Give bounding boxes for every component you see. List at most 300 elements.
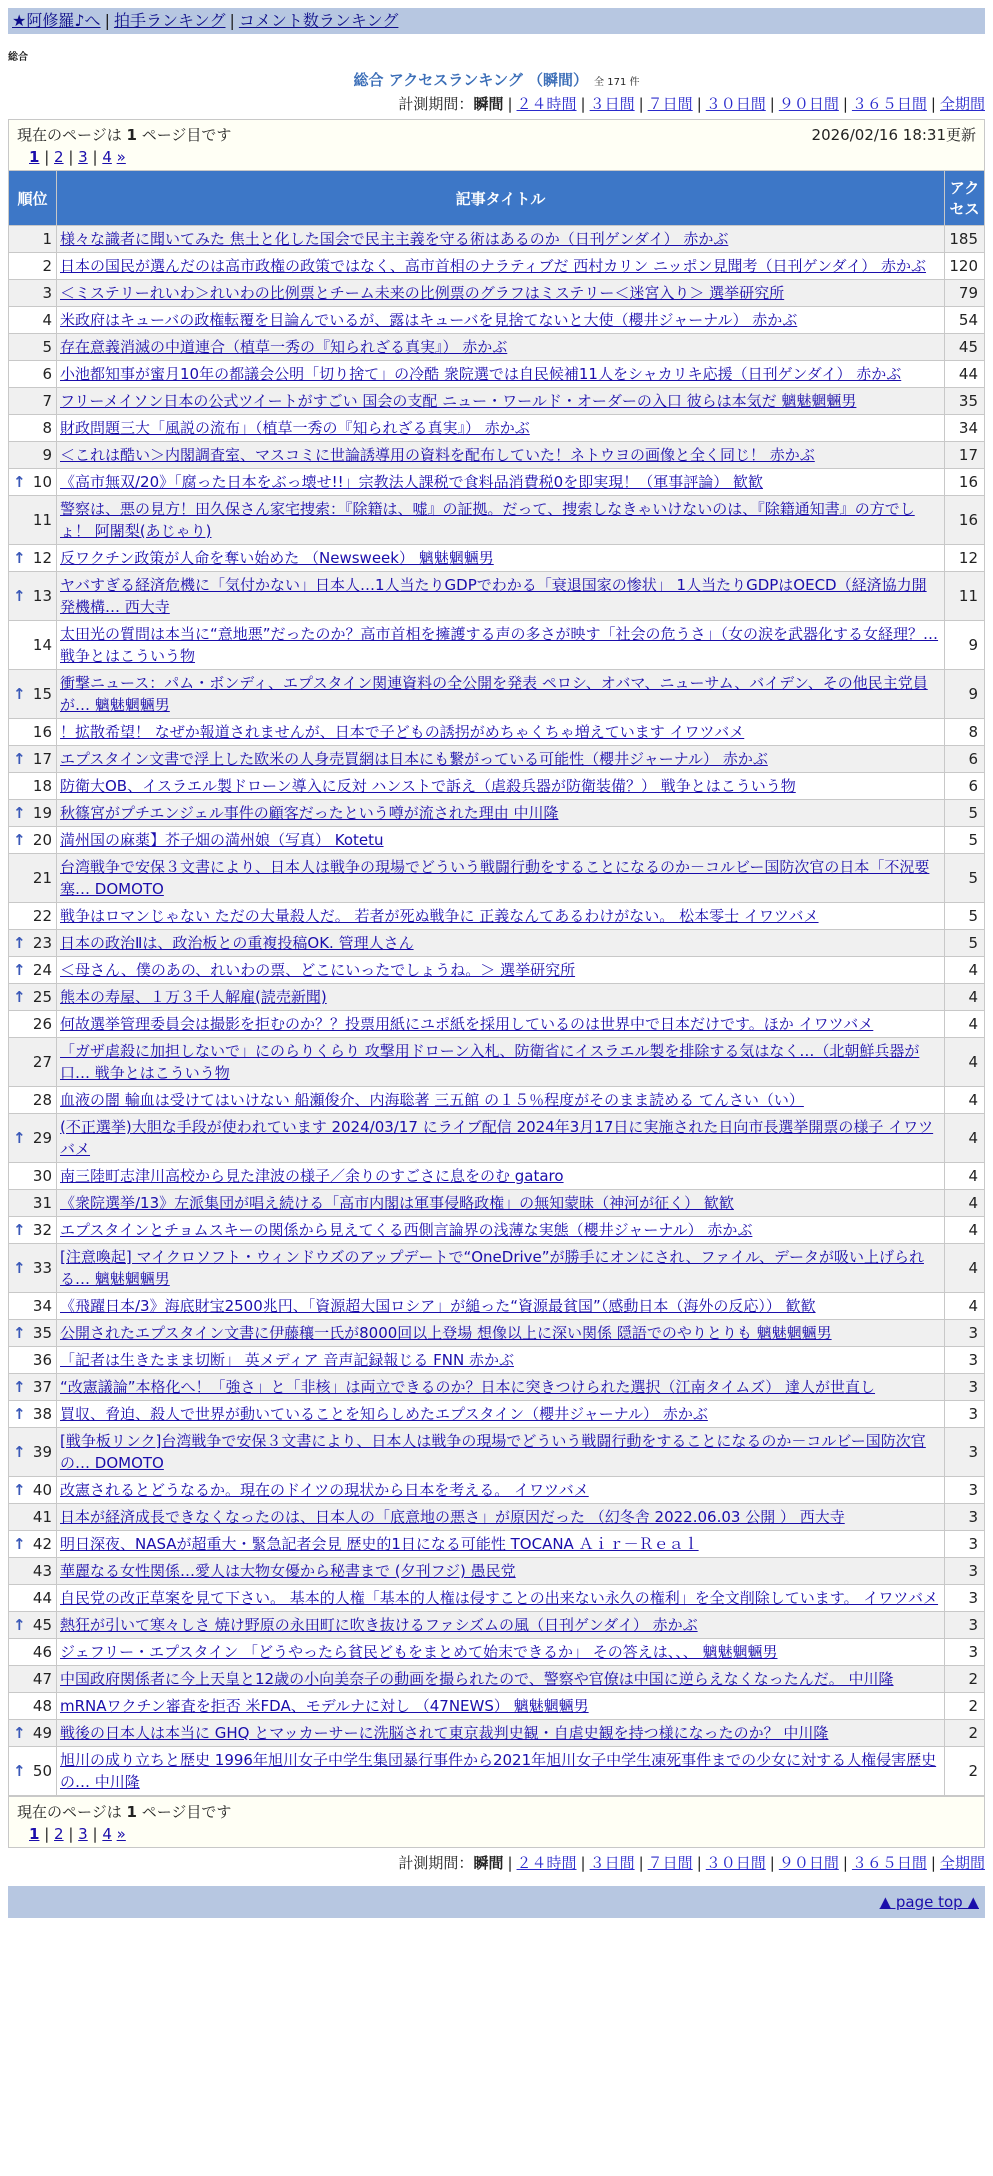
table-row: [9, 1747, 985, 1796]
period-selector: [8, 91, 985, 117]
rank-cell: [9, 469, 57, 496]
table-row: [9, 1320, 985, 1347]
pager: [17, 146, 976, 168]
period-separator: |: [638, 1854, 644, 1872]
pager-separator: |: [63, 1825, 79, 1843]
period-separator: |: [638, 95, 644, 113]
rank-number: 4: [42, 311, 52, 329]
rank-number: 7: [42, 392, 52, 410]
rank-cell: [9, 1558, 57, 1585]
rank-number: 47: [32, 1670, 52, 1688]
article-link[interactable]: 日本の国民が選んだのは高市政権の政策ではなく、高市首相のナラティブだ 西村カリン ニッポン見聞考（日刊ゲンダイ） 赤かぶ: [60, 257, 927, 275]
article-link[interactable]: 熱狂が引いて寒々しさ 焼け野原の永田町に吹き抜けるファシズムの風（日刊ゲンダイ） 赤かぶ: [60, 1616, 698, 1634]
rank-up-icon: ↑: [13, 1129, 26, 1147]
rank-number: 2: [42, 257, 52, 275]
rank-number: 50: [32, 1762, 52, 1780]
article-link[interactable]: 様々な識者に聞いてみた 焦土と化した国会で民主主義を守る術はあるのか（日刊ゲンダイ） 赤かぶ: [60, 230, 729, 248]
access-count: 2: [945, 1666, 985, 1693]
article-link[interactable]: 衝撃ニュース：パム・ボンディ、エプスタイン関連資料の全公開を発表 ペロシ、オバマ、ニューサム、バイデン、その他民主党員が… 魑魅魍魎男: [60, 674, 928, 714]
rank-cell: [9, 930, 57, 957]
pager-separator: |: [63, 148, 79, 166]
rank-number: 21: [32, 869, 52, 887]
access-count: 34: [945, 415, 985, 442]
rank-cell: [9, 1087, 57, 1114]
period-link[interactable]: 全期間: [939, 95, 985, 113]
article-link[interactable]: エプスタイン文書で浮上した欧米の人身売買網は日本にも繋がっている可能性（櫻井ジャーナル） 赤かぶ: [60, 750, 768, 768]
rank-up-icon: ↑: [13, 1221, 26, 1239]
rank-cell: [9, 1347, 57, 1374]
table-row: [9, 1190, 985, 1217]
title-cell: [57, 388, 945, 415]
period-separator: |: [696, 1854, 702, 1872]
period-link[interactable]: ２４時間: [516, 1854, 577, 1872]
rank-cell: [9, 1293, 57, 1320]
article-link[interactable]: [注意喚起] マイクロソフト・ウィンドウズのアップデートで“OneDrive”が勝手にオンにされ、ファイル、データが吸い上げられる… 魑魅魍魎男: [60, 1248, 924, 1288]
access-count: 16: [945, 496, 985, 545]
access-count: 4: [945, 1163, 985, 1190]
rank-cell: [9, 621, 57, 670]
current-page-text: 現在のページは 1 ページ目です: [17, 126, 232, 144]
access-count: 3: [945, 1504, 985, 1531]
article-link[interactable]: ＜ミステリーれいわ＞れいわの比例票とチーム未来の比例票のグラフはミステリー＜迷宮入り＞ 選挙研究所: [60, 284, 785, 302]
article-link[interactable]: mRNAワクチン審査を拒否 米FDA、モデルナに対し （47NEWS） 魑魅魍魎男: [60, 1697, 589, 1715]
rank-cell: [9, 1720, 57, 1747]
article-link[interactable]: [戦争板リンク]台湾戦争で安保３文書により、日本人は戦争の現場でどういう戦闘行動をすることになるのか－コルビー国防次官の… DOMOTO: [60, 1432, 926, 1472]
period-separator: |: [580, 95, 586, 113]
access-count: 4: [945, 1087, 985, 1114]
rank-number: 46: [32, 1643, 52, 1661]
title-cell: [57, 334, 945, 361]
period-link[interactable]: ２４時間: [516, 95, 577, 113]
table-row: [9, 1163, 985, 1190]
rank-cell: [9, 1190, 57, 1217]
title-cell: [57, 415, 945, 442]
article-link[interactable]: 戦争はロマンじゃない ただの大量殺人だ。 若者が死ぬ戦争に 正義なんてあるわけがない。 松本零士 イワツバメ: [60, 907, 819, 925]
article-link[interactable]: ！拡散希望！ なぜか報道されませんが、日本で子どもの誘拐がめちゃくちゃ増えています イワツバメ: [60, 723, 745, 741]
article-link[interactable]: 《高市無双/20》「腐った日本をぶっ壊せ!!」宗教法人課税で食料品消費税0を即実現！（軍事評論） 歓歓: [60, 473, 763, 491]
article-link[interactable]: 明日深夜、NASAが超重大・緊急記者会見 歴史的1日になる可能性 TOCANA Ａｉｒ－Ｒｅａｌ: [60, 1535, 699, 1553]
period-separator: |: [930, 1854, 936, 1872]
table-row: [9, 1114, 985, 1163]
rank-cell: [9, 1428, 57, 1477]
article-link[interactable]: 公開されたエプスタイン文書に伊藤穰一氏が8000回以上登場 想像以上に深い関係 隠語でのやりとりも 魑魅魍魎男: [60, 1324, 832, 1342]
rank-number: 13: [32, 587, 52, 605]
rank-cell: [9, 280, 57, 307]
rank-up-icon: ↑: [13, 750, 26, 768]
table-row: [9, 1666, 985, 1693]
rank-up-icon: ↑: [13, 587, 26, 605]
title-cell: [57, 670, 945, 719]
access-count: 5: [945, 827, 985, 854]
pager-separator: |: [39, 1825, 55, 1843]
article-link[interactable]: 太田光の質問は本当に“意地悪”だったのか？高市首相を擁護する声の多さが映す「社会の危うさ」（女の涙を武器化する女経理？… 戦争とはこういう物: [60, 625, 939, 665]
article-link[interactable]: 中国政府関係者に今上天皇と12歳の小向美奈子の動画を撮られたので、警察や官僚は中国に逆らえなくなったんだ。 中川隆: [60, 1670, 894, 1688]
article-link[interactable]: 台湾戦争で安保３文書により、日本人は戦争の現場でどういう戦闘行動をすることになるのか－コルビー国防次官の日本「不況要塞… DOMOTO: [60, 858, 930, 898]
table-row: [9, 1011, 985, 1038]
rank-number: 41: [32, 1508, 52, 1526]
period-link[interactable]: ７日間: [647, 95, 693, 113]
article-link[interactable]: 何故選挙管理委員会は撮影を拒むのか？？投票用紙にユポ紙を採用しているのは世界中で日本だけです。ほか イワツバメ: [60, 1015, 874, 1033]
rank-cell: [9, 957, 57, 984]
access-count: 3: [945, 1639, 985, 1666]
title-cell: [57, 1374, 945, 1401]
access-count: 5: [945, 854, 985, 903]
rank-cell: [9, 307, 57, 334]
article-link[interactable]: エプスタインとチョムスキーの関係から見えてくる西側言論界の浅薄な実態（櫻井ジャーナル） 赤かぶ: [60, 1221, 753, 1239]
table-row: [9, 670, 985, 719]
access-count: 2: [945, 1693, 985, 1720]
pager-link[interactable]: 4: [102, 148, 112, 166]
article-link[interactable]: ヤバすぎる経済危機に「気付かない」日本人…1人当たりGDPでわかる「衰退国家の惨状」 1人当たりGDPはOECD（経済協力開発機構… 西大寺: [60, 576, 927, 616]
period-link[interactable]: 全期間: [939, 1854, 985, 1872]
article-link[interactable]: 財政問題三大「風説の流布」（植草一秀の『知られざる真実』） 赤かぶ: [60, 419, 530, 437]
ranking-heading: [0, 69, 993, 91]
article-link[interactable]: 《衆院選挙/13》左派集団が唱え続ける「高市内閣は軍事侵略政権」の無知蒙昧（神河が征く） 歓歓: [60, 1194, 734, 1212]
access-count: 2: [945, 1720, 985, 1747]
access-count: 2: [945, 1747, 985, 1796]
article-link[interactable]: 買収、脅迫、殺人で世界が動いていることを知らしめたエプスタイン（櫻井ジャーナル） 赤かぶ: [60, 1405, 708, 1423]
rank-cell: [9, 670, 57, 719]
access-count: 9: [945, 621, 985, 670]
rank-number: 34: [32, 1297, 52, 1315]
rank-up-icon: ↑: [13, 961, 26, 979]
rank-number: 9: [42, 446, 52, 464]
title-cell: [57, 226, 945, 253]
access-count: 4: [945, 957, 985, 984]
article-link[interactable]: (不正選挙)大胆な手段が使われています 2024/03/17 にライブ配信 2024年3月17日に実施された日向市長選挙開票の様子 イワツバメ: [60, 1118, 934, 1158]
rank-cell: [9, 1244, 57, 1293]
rank-cell: [9, 1401, 57, 1428]
title-cell: [57, 621, 945, 670]
title-cell: [57, 1428, 945, 1477]
period-selector-bottom: [8, 1850, 985, 1876]
rank-number: 27: [32, 1053, 52, 1071]
rank-cell: [9, 903, 57, 930]
access-count: 4: [945, 1244, 985, 1293]
table-row: [9, 1531, 985, 1558]
rank-cell: [9, 1320, 57, 1347]
access-count: 79: [945, 280, 985, 307]
rank-number: 40: [32, 1481, 52, 1499]
rank-number: 6: [42, 365, 52, 383]
period-current: 瞬間: [473, 95, 504, 113]
rank-cell: [9, 827, 57, 854]
period-separator: |: [507, 95, 513, 113]
article-link[interactable]: ＜これは酷い＞内閣調査室、マスコミに世論誘導用の資料を配布していた！ネトウヨの画像と全く同じ！ 赤かぶ: [60, 446, 815, 464]
article-link[interactable]: 旭川の成り立ちと歴史 1996年旭川女子中学生集団暴行事件から2021年旭川女子中学生凍死事件までの少女に対する人権侵害歴史の… 中川隆: [60, 1751, 937, 1791]
table-row: [9, 253, 985, 280]
rank-number: 1: [42, 230, 52, 248]
article-link[interactable]: 反ワクチン政策が人命を奪い始めた （Newsweek） 魑魅魍魎男: [60, 549, 494, 567]
title-cell: [57, 1011, 945, 1038]
article-link[interactable]: 日本の政治Ⅱは、政治板との重複投稿OK. 管理人さん: [60, 934, 414, 952]
rank-number: 12: [32, 549, 52, 567]
article-link[interactable]: 改憲されるとどうなるか。現在のドイツの現状から日本を考える。 イワツバメ: [60, 1481, 589, 1499]
title-cell: [57, 1038, 945, 1087]
title-cell: [57, 1163, 945, 1190]
pager-next[interactable]: »: [116, 1825, 126, 1843]
table-row: [9, 1585, 985, 1612]
period-current: 瞬間: [473, 1854, 504, 1872]
rank-cell: [9, 334, 57, 361]
title-cell: [57, 1612, 945, 1639]
article-link[interactable]: 存在意義消滅の中道連合（植草一秀の『知られざる真実』） 赤かぶ: [60, 338, 508, 356]
article-link[interactable]: 防衛大OB、イスラエル製ドローン導入に反対 ハンストで訴え（虐殺兵器が防衛装備？） 戦争とはこういう物: [60, 777, 796, 795]
title-cell: [57, 773, 945, 800]
table-row: [9, 800, 985, 827]
article-link[interactable]: 《飛躍日本/3》海底財宝2500兆円、「資源超大国ロシア」が縋った“資源最貧国”（感動日本（海外の反応）） 歓歓: [60, 1297, 816, 1315]
title-cell: [57, 1401, 945, 1428]
rank-number: 8: [42, 419, 52, 437]
title-cell: [57, 1293, 945, 1320]
rank-up-icon: ↑: [13, 1378, 26, 1396]
title-cell: [57, 1114, 945, 1163]
table-row: [9, 719, 985, 746]
rank-number: 36: [32, 1351, 52, 1369]
rank-cell: [9, 1612, 57, 1639]
rank-cell: [9, 1747, 57, 1796]
total-count: 全 171 件: [594, 77, 640, 88]
access-count: 4: [945, 1190, 985, 1217]
table-row: [9, 1612, 985, 1639]
rank-number: 49: [32, 1724, 52, 1742]
table-row: [9, 746, 985, 773]
pager-current[interactable]: 1: [29, 148, 40, 166]
title-cell: [57, 307, 945, 334]
article-link[interactable]: フリーメイソン日本の公式ツイートがすごい 国会の支配 ニュー・ワールド・オーダーの入口 彼らは本気だ 魑魅魍魎男: [60, 392, 857, 410]
rank-number: 37: [32, 1378, 52, 1396]
pager-link[interactable]: 4: [102, 1825, 112, 1843]
title-cell: [57, 280, 945, 307]
title-cell: [57, 1190, 945, 1217]
title-cell: [57, 442, 945, 469]
article-link[interactable]: 米政府はキューバの政権転覆を目論んでいるが、露はキューバを見捨てないと大使（櫻井ジャーナル） 赤かぶ: [60, 311, 798, 329]
article-link[interactable]: 熊本の寿屋、１万３千人解雇(読売新聞): [60, 988, 327, 1006]
updated-timestamp: 2026/02/16 18:31更新: [811, 126, 976, 144]
rank-number: 30: [32, 1167, 52, 1185]
pager-separator: |: [39, 148, 55, 166]
table-row: [9, 1639, 985, 1666]
table-row: [9, 621, 985, 670]
access-count: 4: [945, 1114, 985, 1163]
title-cell: [57, 572, 945, 621]
access-count: 54: [945, 307, 985, 334]
pager-link[interactable]: 2: [54, 1825, 64, 1843]
title-cell: [57, 1217, 945, 1244]
article-link[interactable]: 小池都知事が蜜月10年の都議会公明「切り捨て」の冷酷 衆院選では自民候補11人をシャカリキ応援（日刊ゲンダイ） 赤かぶ: [60, 365, 902, 383]
title-cell: [57, 1531, 945, 1558]
title-header: 記事タイトル: [57, 171, 945, 226]
period-separator: |: [842, 95, 848, 113]
page-title: 総合 アクセスランキング （瞬間）: [353, 71, 589, 89]
access-count: 6: [945, 746, 985, 773]
rank-cell: [9, 719, 57, 746]
pager-next[interactable]: »: [116, 148, 126, 166]
rank-cell: [9, 388, 57, 415]
period-link[interactable]: ７日間: [647, 1854, 693, 1872]
rank-cell: [9, 1114, 57, 1163]
article-link[interactable]: 日本が経済成長できなくなったのは、日本人の「底意地の悪さ」が原因だった （幻冬舎 2022.06.03 公開 ） 西大寺: [60, 1508, 845, 1526]
article-link[interactable]: 戦後の日本人は本当に GHQ とマッカーサーに洗脳されて東京裁判史観・自虐史観を持つ様になったのか？ 中川隆: [60, 1724, 829, 1742]
table-row: [9, 1087, 985, 1114]
rank-up-icon: ↑: [13, 1535, 26, 1553]
rank-cell: [9, 1666, 57, 1693]
rank-number: 38: [32, 1405, 52, 1423]
table-row: [9, 496, 985, 545]
rank-number: 26: [32, 1015, 52, 1033]
comment-ranking-link[interactable]: コメント数ランキング: [238, 11, 399, 30]
article-link[interactable]: ＜母さん、僕のあの、れいわの票、どこにいったでしょうね。＞ 選挙研究所: [60, 961, 576, 979]
article-link[interactable]: 南三陸町志津川高校から見た津波の様子／余りのすごさに息をのむ gataro: [60, 1167, 564, 1185]
table-row: [9, 361, 985, 388]
rank-number: 5: [42, 338, 52, 356]
access-count: 185: [945, 226, 985, 253]
pager-link[interactable]: 3: [78, 1825, 88, 1843]
article-link[interactable]: 自民党の改正草案を見て下さい。 基本的人権「基本的人権は侵すことの出来ない永久の権利」を全文削除しています。 イワツバメ: [60, 1589, 939, 1607]
period-link[interactable]: ３日間: [589, 1854, 635, 1872]
article-link[interactable]: ジェフリー・エプスタイン 「どうやったら貧民どもをまとめて始末できるか」 その答えは、、、 魑魅魍魎男: [60, 1643, 778, 1661]
article-link[interactable]: 「ガザ虐殺に加担しないで」にのらりくらり 攻撃用ドローン入札、防衛省にイスラエル製を排除する気はなく…（北朝鮮兵器が口… 戦争とはこういう物: [60, 1042, 920, 1082]
access-count: 3: [945, 1401, 985, 1428]
rank-cell: [9, 1531, 57, 1558]
period-link[interactable]: ３６５日間: [851, 1854, 927, 1872]
article-link[interactable]: 華麗なる女性関係…愛人は大物女優から秘書まで (夕刊フジ) 愚民党: [60, 1562, 516, 1580]
nav-separator: |: [229, 11, 235, 30]
period-link[interactable]: ３６５日間: [851, 95, 927, 113]
table-row: [9, 572, 985, 621]
period-link[interactable]: ３０日間: [705, 95, 766, 113]
rank-number: 28: [32, 1091, 52, 1109]
rank-up-icon: ↑: [13, 1259, 26, 1277]
rank-cell: [9, 1504, 57, 1531]
rank-number: 14: [32, 636, 52, 654]
rank-number: 29: [32, 1129, 52, 1147]
title-cell: [57, 1747, 945, 1796]
table-row: [9, 334, 985, 361]
table-row: [9, 827, 985, 854]
access-count: 3: [945, 1531, 985, 1558]
rank-number: 17: [32, 750, 52, 768]
table-row: [9, 1720, 985, 1747]
article-link[interactable]: 警察は、悪の見方！田久保さん家宅捜索：『除籍は、嘘』の証拠。だって、捜索しなきゃいけないのは、『除籍通知書』の方でしょ！ 阿闍梨(あじゃり): [60, 500, 915, 540]
period-link[interactable]: ３日間: [589, 95, 635, 113]
title-cell: [57, 496, 945, 545]
rank-number: 43: [32, 1562, 52, 1580]
article-link[interactable]: 血液の闇 輸血は受けてはいけない 船瀬俊介、内海聡著 三五館 の１５％程度がそのまま読める てんさい（い）: [60, 1091, 804, 1109]
access-count: 5: [945, 903, 985, 930]
article-link[interactable]: 満州国の麻薬】芥子畑の満州娘（写真） Kotetu: [60, 831, 384, 849]
access-count: 4: [945, 1038, 985, 1087]
rank-number: 39: [32, 1443, 52, 1461]
rank-cell: [9, 1038, 57, 1087]
access-count: 4: [945, 1217, 985, 1244]
period-link[interactable]: ９０日間: [778, 1854, 839, 1872]
table-row: [9, 226, 985, 253]
article-link[interactable]: 秋篠宮がプチエンジェル事件の顧客だったという噂が流された理由 中川隆: [60, 804, 559, 822]
pager-link[interactable]: 3: [78, 148, 88, 166]
rank-number: 20: [32, 831, 52, 849]
access-count: 16: [945, 469, 985, 496]
rank-cell: [9, 1217, 57, 1244]
rank-cell: [9, 1374, 57, 1401]
title-cell: [57, 800, 945, 827]
table-row: [9, 854, 985, 903]
pager-current[interactable]: 1: [29, 1825, 40, 1843]
table-row: [9, 442, 985, 469]
access-count: 3: [945, 1428, 985, 1477]
article-link[interactable]: 「記者は生きたまま切断」 英メディア 音声記録報じる FNN 赤かぶ: [60, 1351, 514, 1369]
page-top-link[interactable]: ▲ page top ▲: [879, 1893, 979, 1911]
rank-cell: [9, 854, 57, 903]
pager-separator: |: [87, 1825, 103, 1843]
rank-cell: [9, 1585, 57, 1612]
rank-cell: [9, 746, 57, 773]
article-link[interactable]: “改憲議論”本格化へ！「強さ」と「非核」は両立できるのか？日本に突きつけられた選択（江南タイムズ） 達人が世直し: [60, 1378, 876, 1396]
title-cell: [57, 930, 945, 957]
rank-number: 33: [32, 1259, 52, 1277]
table-row: [9, 984, 985, 1011]
period-separator: |: [696, 95, 702, 113]
title-cell: [57, 1477, 945, 1504]
title-cell: [57, 1693, 945, 1720]
rank-cell: [9, 773, 57, 800]
table-row: [9, 1428, 985, 1477]
pager-link[interactable]: 2: [54, 148, 64, 166]
table-row: [9, 415, 985, 442]
home-link[interactable]: ★阿修羅♪へ: [12, 11, 101, 30]
rank-cell: [9, 1693, 57, 1720]
page-info-box: [8, 119, 985, 170]
rank-up-icon: ↑: [13, 1724, 26, 1742]
rank-cell: [9, 1163, 57, 1190]
rank-number: 48: [32, 1697, 52, 1715]
rank-cell: [9, 572, 57, 621]
title-cell: [57, 903, 945, 930]
table-row: [9, 307, 985, 334]
rank-cell: [9, 361, 57, 388]
rank-number: 35: [32, 1324, 52, 1342]
access-header: アクセス: [945, 171, 985, 226]
access-count: 4: [945, 984, 985, 1011]
period-label: 計測期間：: [398, 1854, 474, 1872]
rank-number: 15: [32, 685, 52, 703]
period-link[interactable]: ９０日間: [778, 95, 839, 113]
rank-cell: [9, 1639, 57, 1666]
access-count: 3: [945, 1477, 985, 1504]
rank-cell: [9, 253, 57, 280]
breadcrumb: 総合: [8, 52, 28, 63]
table-row: [9, 1038, 985, 1087]
access-count: 3: [945, 1347, 985, 1374]
rank-number: 45: [32, 1616, 52, 1634]
clap-ranking-link[interactable]: 拍手ランキング: [113, 11, 226, 30]
period-label: 計測期間：: [398, 95, 474, 113]
rank-up-icon: ↑: [13, 831, 26, 849]
access-count: 3: [945, 1374, 985, 1401]
table-row: [9, 773, 985, 800]
access-count: 3: [945, 1612, 985, 1639]
rank-number: 10: [32, 473, 52, 491]
footer-bar: [8, 1886, 985, 1918]
rank-number: 18: [32, 777, 52, 795]
current-page-text: 現在のページは 1 ページ目です: [17, 1803, 232, 1821]
period-link[interactable]: ３０日間: [705, 1854, 766, 1872]
rank-number: 19: [32, 804, 52, 822]
title-cell: [57, 1244, 945, 1293]
table-row: [9, 1504, 985, 1531]
access-count: 12: [945, 545, 985, 572]
title-cell: [57, 1087, 945, 1114]
